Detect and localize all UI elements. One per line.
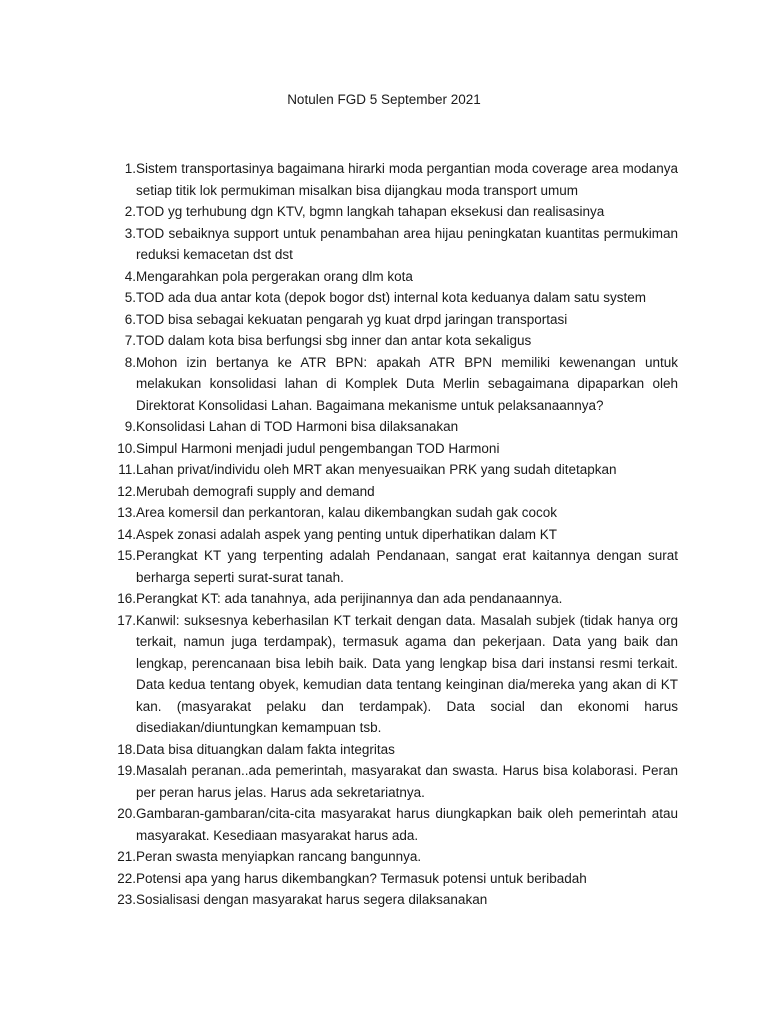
list-item-text: TOD dalam kota bisa berfungsi sbg inner dan antar kota sekaligus <box>136 333 532 348</box>
list-item-number: 2. <box>124 204 136 219</box>
list-item <box>100 524 678 546</box>
list-item-number: 13. <box>117 505 136 520</box>
list-item <box>100 459 678 481</box>
list-item-text: Data bisa dituangkan dalam fakta integritas <box>136 741 395 757</box>
list-item <box>100 352 678 417</box>
list-item-number: 17. <box>117 612 136 628</box>
list-item <box>100 588 678 610</box>
list-item <box>100 610 678 739</box>
list-item-text: Aspek zonasi adalah aspek yang penting untuk diperhatikan dalam KT <box>136 526 558 542</box>
list-item-text: Gambaran-gambaran/cita-cita masyarakat harus diungkapkan baik oleh pemerintah atau masyarakat. Kesediaan masyarakat harus ada. <box>136 806 678 843</box>
list-item-text: Konsolidasi Lahan di TOD Harmoni bisa dilaksanakan <box>136 419 459 434</box>
list-item-text: Sistem transportasinya bagaimana hirarki moda pergantian moda coverage area modanya setiap titik lok permukiman misalkan bisa dijangkau moda transport umum <box>136 161 678 198</box>
list-item-text: Kanwil: suksesnya keberhasilan KT terkait dengan data. Masalah subjek (tidak hanya org terkait, namun juga terdampak), termasuk agama dan pekerjaan. Data yang baik dan lengkap, perencanaan bisa lebih baik. Data yang lengkap bisa dari instansi resmi terkait. Data kedua tentang obyek, kemudian data tentang keinginan dia/mereka yang akan di KT kan. (masyarakat pelaku dan terdampak). Data social dan ekonomi harus disediakan/diuntungkan kemampuan tsb. <box>136 612 678 735</box>
list-item-number: 21. <box>117 849 136 864</box>
list-item-number: 15. <box>117 548 136 563</box>
list-item <box>100 201 678 223</box>
list-item-number: 9. <box>124 419 136 434</box>
list-item-text: Mengarahkan pola pergerakan orang dlm kota <box>136 268 413 284</box>
list-item-text: Simpul Harmoni menjadi judul pengembangan TOD Harmoni <box>136 440 500 456</box>
list-item-number: 8. <box>124 354 136 370</box>
list-item-text: Peran swasta menyiapkan rancang bangunnya. <box>136 849 422 864</box>
list-item-number: 1. <box>124 161 136 176</box>
list-item-number: 7. <box>124 333 136 348</box>
list-item <box>100 438 678 460</box>
list-item <box>100 803 678 846</box>
list-item-number: 4. <box>124 268 136 284</box>
list-item-number: 14. <box>117 526 136 542</box>
list-item-text: TOD yg terhubung dgn KTV, bgmn langkah tahapan eksekusi dan realisasinya <box>136 204 605 219</box>
list-item <box>100 868 678 890</box>
list-item <box>100 846 678 868</box>
list-item-text: Mohon izin bertanya ke ATR BPN: apakah ATR BPN memiliki kewenangan untuk melakukan konsolidasi lahan di Komplek Duta Merlin sebagaimana dipaparkan oleh Direktorat Konsolidasi Lahan. Bagaimana mekanisme untuk pelaksanaannya? <box>136 354 678 413</box>
list-item <box>100 309 678 331</box>
list-item-number: 11. <box>118 462 136 477</box>
document-title: Notulen FGD 5 September 2021 <box>287 92 481 107</box>
list-item-text: Sosialisasi dengan masyarakat harus segera dilaksanakan <box>136 892 488 907</box>
list-item <box>100 223 678 266</box>
list-item-number: 5. <box>124 290 136 305</box>
list-item-number: 3. <box>124 225 136 241</box>
list-item-text: Perangkat KT yang terpenting adalah Pendanaan, sangat erat kaitannya dengan surat berharga seperti surat-surat tanah. <box>136 548 678 585</box>
list-item <box>100 502 678 524</box>
meeting-notes-list <box>100 158 678 911</box>
list-item-number: 22. <box>117 870 136 886</box>
list-item <box>100 481 678 503</box>
list-item <box>100 158 678 201</box>
list-item <box>100 545 678 588</box>
list-item-text: Potensi apa yang harus dikembangkan? Termasuk potensi untuk beribadah <box>136 870 587 886</box>
list-item <box>100 330 678 352</box>
list-item-text: Masalah peranan..ada pemerintah, masyarakat dan swasta. Harus bisa kolaborasi. Peran per peran harus jelas. Harus ada sekretariatnya. <box>136 763 678 800</box>
list-item-number: 19. <box>117 763 136 778</box>
list-item <box>100 416 678 438</box>
list-item <box>100 266 678 288</box>
list-item-text: TOD bisa sebagai kekuatan pengarah yg kuat drpd jaringan transportasi <box>136 311 568 327</box>
list-item-text: Lahan privat/individu oleh MRT akan menyesuaikan PRK yang sudah ditetapkan <box>136 462 617 477</box>
list-item-number: 18. <box>117 741 136 757</box>
list-item <box>100 760 678 803</box>
list-item <box>100 739 678 761</box>
list-item-number: 20. <box>117 806 136 821</box>
list-item-text: Merubah demografi supply and demand <box>136 483 375 499</box>
list-item-text: Perangkat KT: ada tanahnya, ada perijinannya dan ada pendanaannya. <box>136 591 563 606</box>
list-item-text: TOD sebaiknya support untuk penambahan area hijau peningkatan kuantitas permukiman reduksi kemacetan dst dst <box>136 225 678 262</box>
list-item-number: 12. <box>117 483 136 499</box>
list-item-number: 23. <box>117 892 136 907</box>
list-item <box>100 287 678 309</box>
list-item-text: TOD ada dua antar kota (depok bogor dst) internal kota keduanya dalam satu system <box>136 290 647 305</box>
list-item-text: Area komersil dan perkantoran, kalau dikembangkan sudah gak cocok <box>136 505 557 520</box>
list-item-number: 6. <box>124 311 136 327</box>
list-item-number: 10. <box>117 440 136 456</box>
list-item-number: 16. <box>117 591 136 606</box>
list-item <box>100 889 678 911</box>
